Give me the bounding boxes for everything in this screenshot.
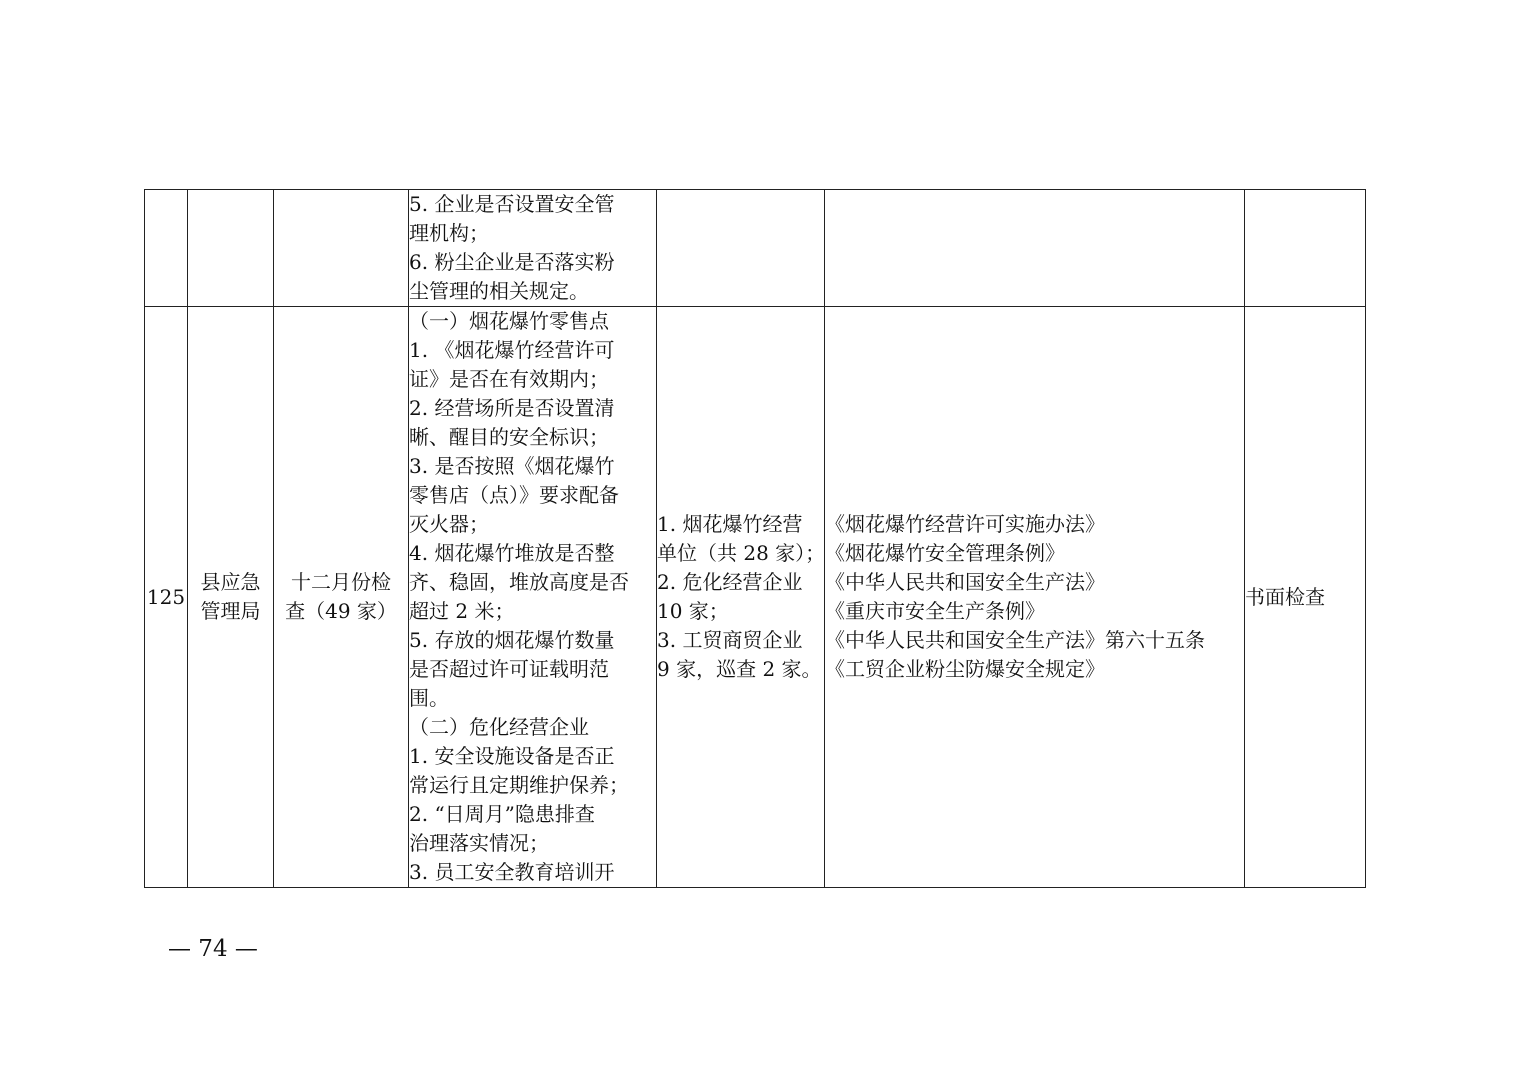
- check-item-line: 4. 烟花爆竹堆放是否整: [409, 541, 615, 565]
- law-line: 《重庆市安全生产条例》: [825, 599, 1045, 623]
- check-item-line: 治理落实情况；: [409, 831, 549, 855]
- law-line: 《工贸企业粉尘防爆安全规定》: [825, 657, 1105, 681]
- check-item-line: 3. 员工安全教育培训开: [409, 860, 615, 884]
- cell-number: [145, 307, 188, 888]
- target-line: 3. 工贸商贸企业: [657, 628, 803, 652]
- check-item-line: 2. “日周月”隐患排查: [409, 802, 595, 826]
- check-item-line: 超过 2 米；: [409, 599, 515, 623]
- check-item-line: 1. 《烟花爆竹经营许可: [409, 338, 615, 362]
- department-line: 管理局: [200, 599, 261, 623]
- cell-targets: [657, 307, 825, 888]
- check-item-line: 5. 企业是否设置安全管: [409, 192, 615, 216]
- target-line: 2. 危化经营企业: [657, 570, 803, 594]
- cell-inspection-empty: [274, 190, 409, 307]
- law-line: 《中华人民共和国安全生产法》第六十五条: [825, 628, 1205, 652]
- cell-laws: [825, 307, 1245, 888]
- target-line: 单位（共 28 家）；: [657, 541, 826, 565]
- cell-check-items: [409, 307, 657, 888]
- inspection-line: 十二月份检: [291, 570, 391, 594]
- check-item-line: 1. 安全设施设备是否正: [409, 744, 615, 768]
- check-item-line: 围。: [409, 686, 449, 710]
- check-item-line: 6. 粉尘企业是否落实粉: [409, 250, 615, 274]
- cell-inspection: [274, 307, 409, 888]
- table-row-125: [145, 307, 1366, 888]
- cell-number-empty: [145, 190, 188, 307]
- check-item-line: 灭火器；: [409, 512, 489, 536]
- check-item-line: 零售店（点）》要求配备: [409, 483, 619, 507]
- inspection-table: [144, 189, 1366, 888]
- check-item-line: 5. 存放的烟花爆竹数量: [409, 628, 615, 652]
- cell-check-items: [409, 190, 657, 307]
- cell-method: [1245, 307, 1366, 888]
- cell-department: [188, 307, 274, 888]
- check-item-line: （一）烟花爆竹零售点: [409, 309, 609, 333]
- check-item-line: （二）危化经营企业: [409, 715, 589, 739]
- cell-method-empty: [1245, 190, 1366, 307]
- check-item-line: 3. 是否按照《烟花爆竹: [409, 454, 615, 478]
- target-line: 1. 烟花爆竹经营: [657, 512, 803, 536]
- check-item-line: 是否超过许可证载明范: [409, 657, 609, 681]
- cell-laws-empty: [825, 190, 1245, 307]
- department-line: 县应急: [200, 570, 261, 594]
- target-line: 10 家；: [657, 599, 729, 623]
- inspection-line: 查（49 家）: [285, 599, 397, 623]
- law-line: 《中华人民共和国安全生产法》: [825, 570, 1105, 594]
- law-line: 《烟花爆竹安全管理条例》: [825, 541, 1065, 565]
- law-line: 《烟花爆竹经营许可实施办法》: [825, 512, 1105, 536]
- check-item-line: 齐、稳固，堆放高度是否: [409, 570, 629, 594]
- table-row-continued: [145, 190, 1366, 307]
- page-number: — 74 —: [168, 936, 258, 962]
- check-item-line: 2. 经营场所是否设置清: [409, 396, 615, 420]
- cell-department-empty: [188, 190, 274, 307]
- check-item-line: 常运行且定期维护保养；: [409, 773, 629, 797]
- target-line: 9 家，巡查 2 家。: [657, 657, 822, 681]
- check-item-line: 尘管理的相关规定。: [409, 279, 589, 303]
- cell-targets-empty: [657, 190, 825, 307]
- check-item-line: 晰、醒目的安全标识；: [409, 425, 609, 449]
- row-number: 125: [146, 584, 186, 609]
- check-item-line: 理机构；: [409, 221, 489, 245]
- inspection-method: 书面检查: [1245, 584, 1325, 609]
- check-item-line: 证》是否在有效期内；: [409, 367, 609, 391]
